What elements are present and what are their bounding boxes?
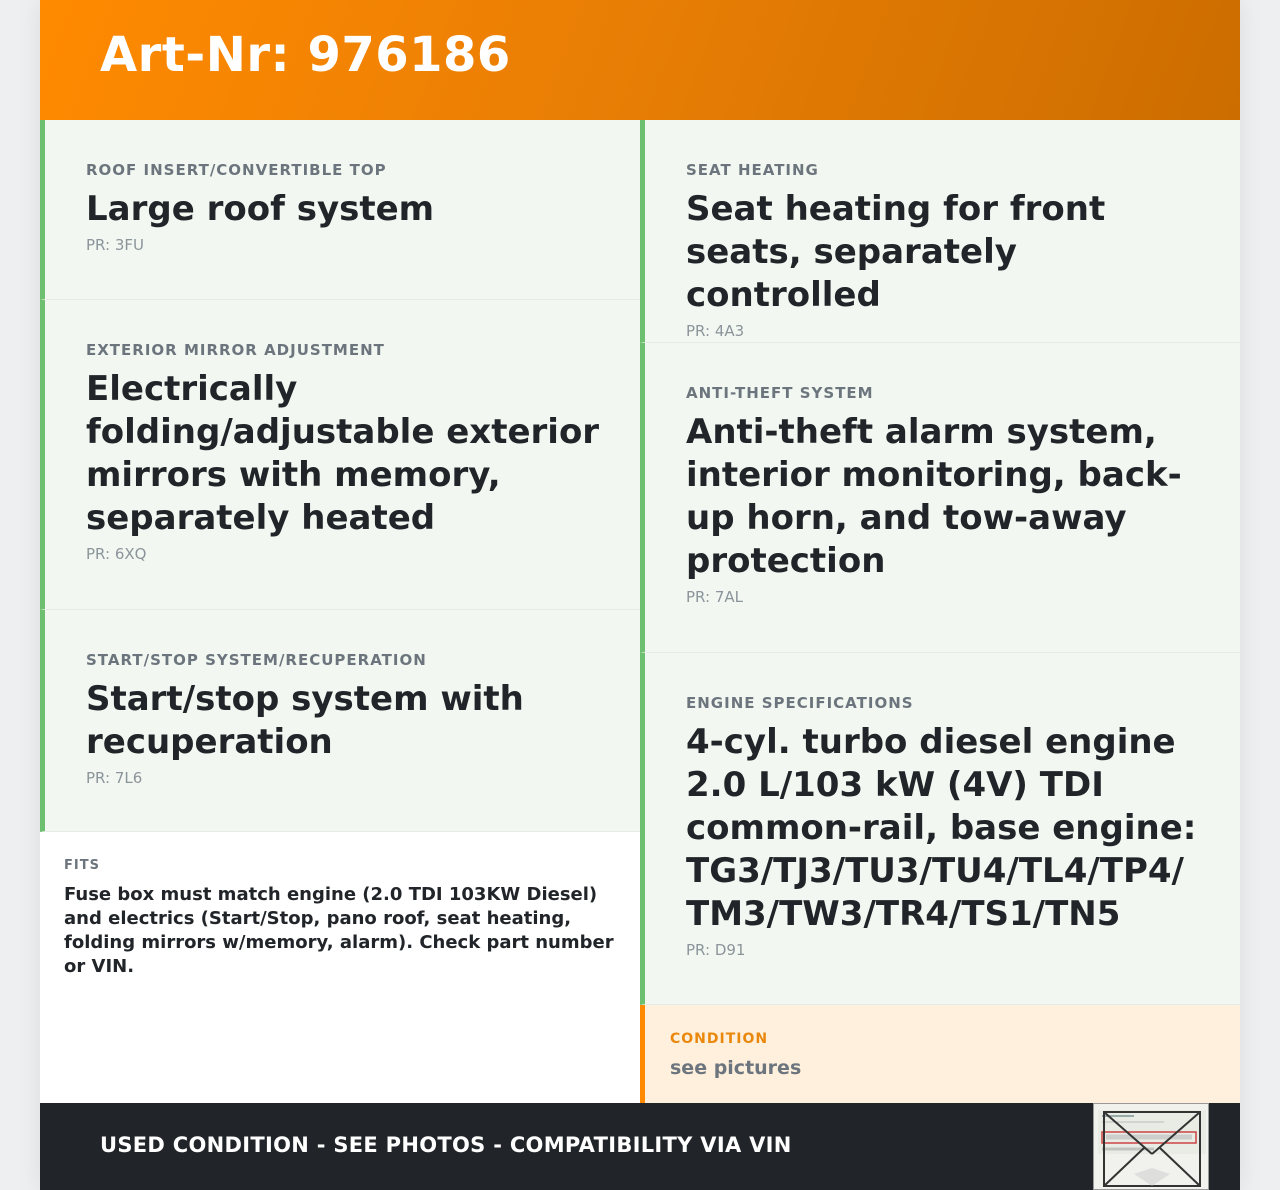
header-bar — [40, 0, 1240, 120]
fits-label: FITS — [64, 858, 100, 873]
feature-category: ENGINE SPECIFICATIONS — [686, 694, 914, 712]
condition-text: see pictures — [670, 1057, 802, 1079]
fits-section — [40, 832, 640, 1102]
footer-banner: USED CONDITION - SEE PHOTOS - COMPATIBILITY VIA VIN — [100, 1133, 792, 1157]
feature-card-roof — [40, 120, 640, 300]
feature-card-seat-heating — [640, 120, 1240, 343]
feature-pr-code: PR: 7L6 — [86, 769, 143, 787]
feature-title: Large roof system — [86, 189, 435, 229]
feature-pr-code: PR: D91 — [686, 941, 746, 959]
feature-category: SEAT HEATING — [686, 161, 819, 179]
right-column — [640, 120, 1240, 1005]
condition-label: CONDITION — [670, 1031, 769, 1047]
feature-card-anti-theft — [640, 343, 1240, 653]
feature-title: 4-cyl. turbo diesel engine 2.0 L/103 kW (4V) TDI common-rail, base engine: TG3/TJ3/TU3/TU4/TL4/TP4/ TM3/TW3/TR4/TS1/TN5 — [686, 722, 1197, 934]
condition-section — [640, 1005, 1240, 1103]
footer-bar — [40, 1103, 1240, 1190]
feature-title: Electrically folding/adjustable exterior mirrors with memory, separately heated — [86, 369, 600, 538]
product-sheet — [40, 0, 1240, 1190]
feature-title: Anti-theft alarm system, interior monitoring, back-up horn, and tow-away protection — [686, 412, 1182, 581]
feature-category: START/STOP SYSTEM/RECUPERATION — [86, 651, 427, 669]
feature-card-engine — [640, 653, 1240, 1005]
feature-pr-code: PR: 3FU — [86, 236, 144, 254]
article-number-title: Art-Nr: 976186 — [100, 27, 511, 83]
feature-category: ANTI-THEFT SYSTEM — [686, 384, 874, 402]
feature-card-start-stop — [40, 610, 640, 832]
feature-title: Start/stop system with recuperation — [86, 679, 524, 762]
feature-pr-code: PR: 7AL — [686, 588, 743, 606]
feature-card-mirror — [40, 300, 640, 610]
feature-pr-code: PR: 4A3 — [686, 322, 745, 340]
part-photo-thumbnail[interactable] — [1093, 1103, 1209, 1190]
label-photo-graphic — [1094, 1104, 1209, 1190]
fits-text: Fuse box must match engine (2.0 TDI 103KW Diesel) and electrics (Start/Stop, pano roof, seat heating, folding mirrors w/memory, alarm). Check part number or VIN. — [64, 884, 614, 977]
left-column — [40, 120, 640, 832]
feature-title: Seat heating for front seats, separately controlled — [686, 189, 1106, 315]
feature-category: EXTERIOR MIRROR ADJUSTMENT — [86, 341, 385, 359]
feature-pr-code: PR: 6XQ — [86, 545, 147, 563]
feature-category: ROOF INSERT/CONVERTIBLE TOP — [86, 161, 387, 179]
